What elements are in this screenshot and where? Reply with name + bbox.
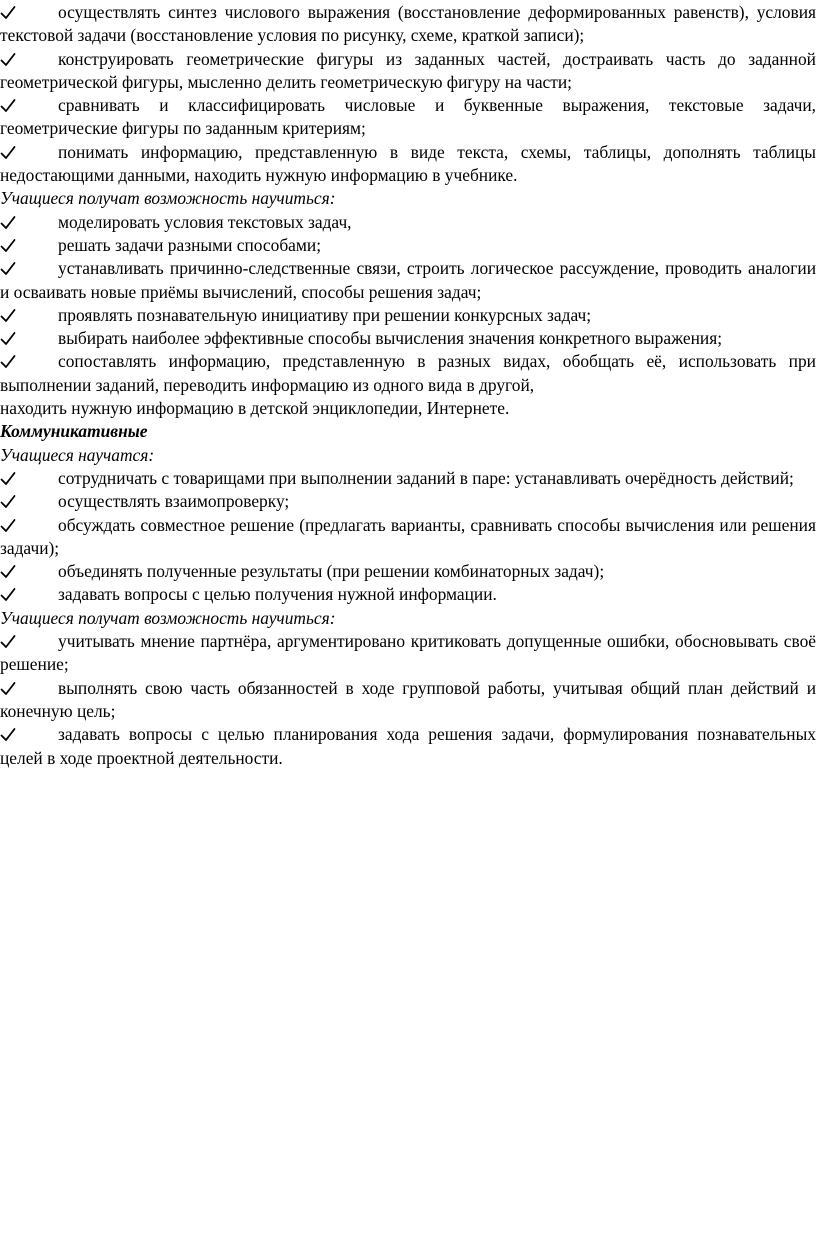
section-2-trailing-text: находить нужную информацию в детской энциклопедии, Интернете.: [0, 398, 510, 419]
checkmark-icon: [0, 238, 16, 254]
checkmark-icon: [0, 727, 16, 743]
list-item-text: задавать вопросы с целью планирования хода решения задачи, формулирования познавательных целей в ходе проектной деятельности.: [0, 724, 816, 768]
checkmark-icon: [0, 98, 16, 114]
list-item: [0, 677, 816, 724]
list-item-text: понимать информацию, представленную в виде текста, схемы, таблицы, дополнять таблицы недостающими данными, находить нужную информацию в учебнике.: [0, 141, 816, 186]
checkmark-icon: [0, 471, 16, 487]
checkmark-icon: [0, 681, 16, 697]
list-item-text: конструировать геометрические фигуры из заданных частей, достраивать часть до заданной геометрической фигуры, мысленно делить геометрическую фигуру на части;: [0, 48, 816, 92]
list-item: [0, 560, 816, 583]
checkmark-icon: [0, 261, 16, 277]
checkmark-icon: [0, 518, 16, 534]
section-2-heading: Учащиеся получат возможность научиться:: [0, 188, 336, 209]
checkmark-icon: [0, 5, 16, 21]
list-item-text: выбирать наиболее эффективные способы вычисления значения конкретного выражения;: [58, 328, 723, 349]
list-item-text: сравнивать и классифицировать числовые и буквенные выражения, текстовые задачи, геометрические фигуры по заданным критериям;: [0, 95, 816, 139]
section-3-heading: Учащиеся научатся:: [0, 444, 155, 465]
list-item: [0, 350, 816, 397]
list-item: [0, 723, 816, 770]
list-item: [0, 234, 816, 257]
list-item: [0, 94, 816, 141]
checkmark-icon: [0, 52, 16, 68]
list-item-text: задавать вопросы с целью получения нужной информации.: [58, 584, 497, 605]
list-item-text: обсуждать совместное решение (предлагать варианты, сравнивать способы вычисления или решения задачи);: [0, 514, 816, 558]
list-item-text: решать задачи разными способами;: [58, 234, 322, 255]
checkmark-icon: [0, 564, 16, 580]
checkmark-icon: [0, 587, 16, 603]
list-item-text: осуществлять взаимопроверку;: [58, 491, 290, 512]
list-item-text: выполнять свою часть обязанностей в ходе групповой работы, учитывая общий план действий и конечную цель;: [0, 677, 816, 721]
section-2-list: [0, 211, 816, 397]
section-3-list: [0, 467, 816, 607]
list-item: [0, 141, 816, 188]
list-item-text: сотрудничать с товарищами при выполнении заданий в паре: устанавливать очерёдность действий;: [58, 467, 794, 488]
checkmark-icon: [0, 354, 16, 370]
list-item-text: проявлять познавательную инициативу при решении конкурсных задач;: [58, 304, 592, 325]
checkmark-icon: [0, 145, 16, 161]
checkmark-icon: [0, 494, 16, 510]
checkmark-icon: [0, 215, 16, 231]
list-item-text: учитывать мнение партнёра, аргументировано критиковать допущенные ошибки, обосновывать своё решение;: [0, 631, 816, 675]
list-item: [0, 490, 816, 513]
list-item: [0, 583, 816, 606]
section-4-list: [0, 630, 816, 770]
list-item-text: моделировать условия текстовых задач,: [58, 211, 352, 232]
checkmark-icon: [0, 308, 16, 324]
list-item: [0, 630, 816, 677]
list-item: [0, 327, 816, 350]
list-item-text: объединять полученные результаты (при решении комбинаторных задач);: [58, 561, 605, 582]
list-item: [0, 467, 816, 490]
list-item-text: осуществлять синтез числового выражения (восстановление деформированных равенств), условия текстовой задачи (восстановление условия по рисунку, схеме, краткой записи);: [0, 2, 816, 46]
list-item: [0, 304, 816, 327]
list-item-text: устанавливать причинно-следственные связи, строить логическое рассуждение, проводить аналогии и осваивать новые приёмы вычислений, способы решения задач;: [0, 258, 816, 302]
list-item: [0, 48, 816, 95]
section-1-list: [0, 1, 816, 187]
list-item-text: сопоставлять информацию, представленную в разных видах, обобщать её, использовать при выполнении заданий, переводить информацию из одного вида в другой,: [0, 351, 816, 395]
list-item: [0, 257, 816, 304]
list-item: [0, 211, 816, 234]
checkmark-icon: [0, 634, 16, 650]
section-3-title: Коммуникативные: [0, 421, 148, 442]
section-4-heading: Учащиеся получат возможность научиться:: [0, 607, 336, 628]
checkmark-icon: [0, 331, 16, 347]
list-item: [0, 1, 816, 48]
list-item: [0, 514, 816, 561]
